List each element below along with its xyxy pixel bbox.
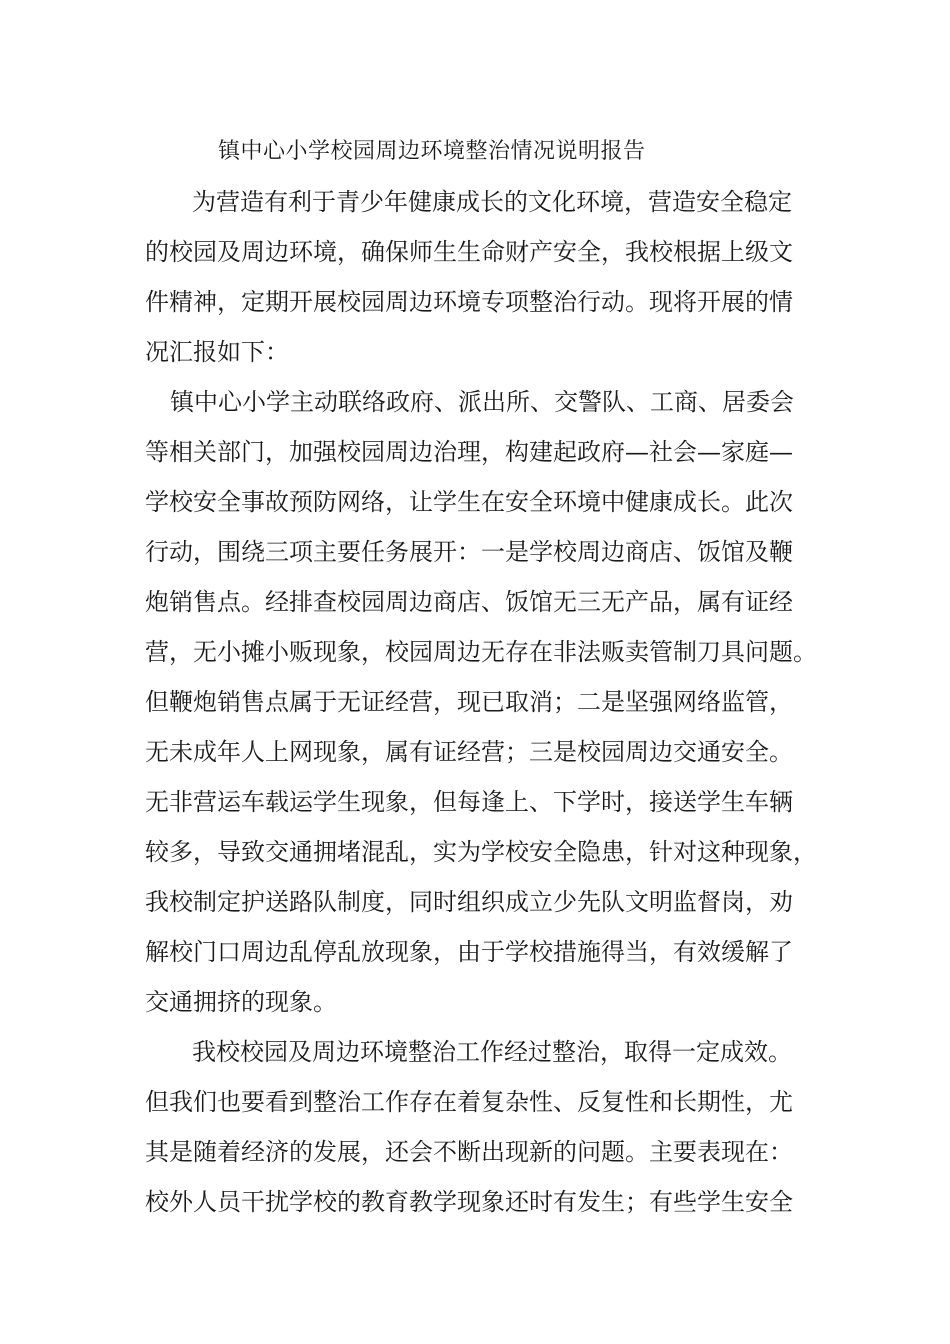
body-line: 解校门口周边乱停乱放现象，由于学校措施得当，有效缓解了 — [145, 938, 793, 966]
body-line: 校外人员干扰学校的教育教学现象还时有发生；有些学生安全 — [145, 1188, 793, 1216]
body-line: 我校制定护送路队制度，同时组织成立少先队文明监督岗，劝 — [145, 888, 793, 916]
body-line: 但我们也要看到整治工作存在着复杂性、反复性和长期性，尤 — [145, 1088, 793, 1116]
body-line: 学校安全事故预防网络，让学生在安全环境中健康成长。此次 — [145, 488, 793, 516]
body-line: 营，无小摊小贩现象，校园周边无存在非法贩卖管制刀具问题。 — [145, 638, 817, 666]
body-line: 交通拥挤的现象。 — [145, 988, 337, 1016]
body-line: 为营造有利于青少年健康成长的文化环境，营造安全稳定 — [192, 188, 792, 216]
body-line: 炮销售点。经排查校园周边商店、饭馆无三无产品，属有证经 — [145, 588, 793, 616]
body-line: 件精神，定期开展校园周边环境专项整治行动。现将开展的情 — [145, 288, 793, 316]
body-line: 行动，围绕三项主要任务展开：一是学校周边商店、饭馆及鞭 — [145, 538, 793, 566]
body-line: 无非营运车载运学生现象，但每逢上、下学时，接送学生车辆 — [145, 788, 793, 816]
body-line: 我校校园及周边环境整治工作经过整治，取得一定成效。 — [192, 1038, 792, 1066]
body-line: 无未成年人上网现象，属有证经营；三是校园周边交通安全。 — [145, 738, 793, 766]
body-line: 其是随着经济的发展，还会不断出现新的问题。主要表现在： — [145, 1138, 793, 1166]
body-line: 但鞭炮销售点属于无证经营，现已取消；二是坚强网络监管， — [145, 688, 793, 716]
body-line: 较多，导致交通拥堵混乱，实为学校安全隐患，针对这种现象， — [145, 838, 817, 866]
body-line: 镇中心小学主动联络政府、派出所、交警队、工商、居委会 — [170, 388, 794, 416]
body-line: 等相关部门，加强校园周边治理，构建起政府—社会—家庭— — [145, 438, 793, 466]
body-line: 的校园及周边环境，确保师生生命财产安全，我校根据上级文 — [145, 238, 793, 266]
document-title: 镇中心小学校园周边环境整治情况说明报告 — [218, 139, 646, 164]
body-line: 况汇报如下： — [145, 338, 289, 366]
